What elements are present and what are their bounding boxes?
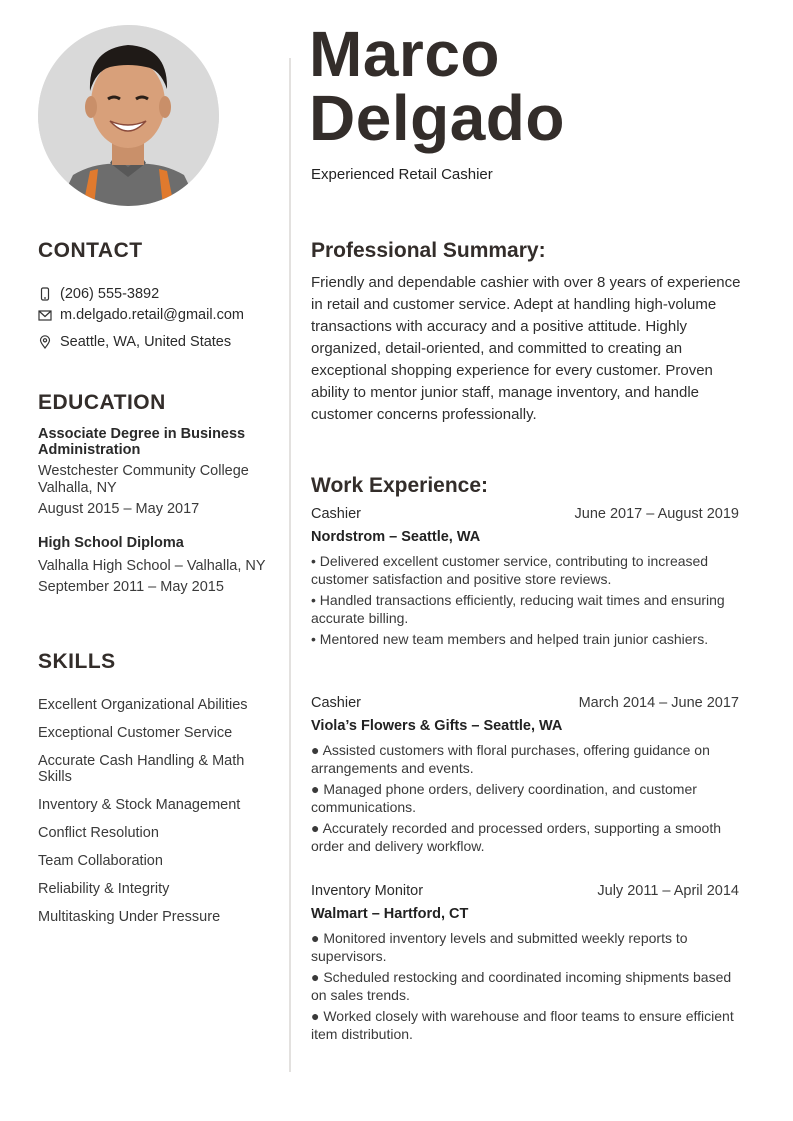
job-bullet: • Handled transactions efficiently, reducing wait times and ensuring accurate billing. xyxy=(311,592,725,626)
experience-heading: Work Experience: xyxy=(311,474,489,497)
phone-icon xyxy=(38,287,52,301)
school-name: Valhalla High School – Valhalla, NY xyxy=(38,558,266,574)
phone-text: (206) 555-3892 xyxy=(60,286,160,302)
job-dates: July 2011 – April 2014 xyxy=(597,883,739,899)
job-role: Experienced Retail Cashier xyxy=(311,166,493,183)
candidate-name xyxy=(309,18,565,154)
job-company: Walmart – Hartford, CT xyxy=(311,906,469,922)
education-entry xyxy=(38,535,278,596)
job-company: Nordstrom – Seattle, WA xyxy=(311,529,481,545)
email-text: m.delgado.retail@gmail.com xyxy=(60,307,244,323)
job-title: Inventory Monitor xyxy=(311,883,424,899)
education-entry xyxy=(38,426,278,518)
skill-item: Multitasking Under Pressure xyxy=(38,909,221,925)
job-dates: March 2014 – June 2017 xyxy=(578,695,739,711)
column-divider xyxy=(289,58,291,1072)
location-text: Seattle, WA, United States xyxy=(60,334,232,350)
skill-item: Excellent Organizational Abilities xyxy=(38,697,248,713)
job-bullet: • Delivered excellent customer service, contributing to increased customer satisfaction and positive store reviews. xyxy=(311,553,709,587)
contact-location xyxy=(38,332,231,352)
summary-heading: Professional Summary: xyxy=(311,239,546,262)
profile-photo xyxy=(38,25,219,206)
summary-text: Friendly and dependable cashier with over 8 years of experience in retail and customer service. Adept at handling high-volume transactions with accuracy and a positive attitude. Highly organized, detail-oriented, and committed to creating an exceptional shopping experience for every customer. Proven ability to mentor junior staff, manage inventory, and handle customer concerns professionally. xyxy=(311,274,741,423)
skill-item: Accurate Cash Handling & Math Skills xyxy=(38,753,245,785)
job-bullets xyxy=(311,552,739,648)
job-bullet: ● Monitored inventory levels and submitted weekly reports to supervisors. xyxy=(311,930,688,964)
skill-item: Team Collaboration xyxy=(38,853,163,869)
job-title: Cashier xyxy=(311,506,361,522)
contact-phone xyxy=(38,284,159,304)
skill-item: Reliability & Integrity xyxy=(38,881,170,897)
job-bullets xyxy=(311,929,739,1043)
job-bullet: ● Assisted customers with floral purchases, offering guidance on arrangements and events. xyxy=(311,742,710,776)
job-entry xyxy=(311,694,739,858)
job-entry xyxy=(311,882,739,1046)
location-pin-icon xyxy=(38,335,52,349)
job-company: Viola’s Flowers & Gifts – Seattle, WA xyxy=(311,718,563,734)
job-bullets xyxy=(311,741,739,855)
job-title: Cashier xyxy=(311,695,361,711)
job-dates: June 2017 – August 2019 xyxy=(574,506,739,522)
education-dates: August 2015 – May 2017 xyxy=(38,501,200,517)
job-bullet: ● Worked closely with warehouse and floor teams to ensure efficient item distribution. xyxy=(311,1008,734,1042)
degree-title: Associate Degree in Business Administration xyxy=(38,426,246,458)
job-bullet: ● Scheduled restocking and coordinated incoming shipments based on sales trends. xyxy=(311,969,732,1003)
school-place: Valhalla, NY xyxy=(38,480,117,496)
skill-item: Inventory & Stock Management xyxy=(38,797,241,813)
skills-heading: SKILLS xyxy=(38,650,116,673)
degree-title: High School Diploma xyxy=(38,535,184,551)
skill-item: Exceptional Customer Service xyxy=(38,725,233,741)
job-entry xyxy=(311,505,739,651)
education-heading: EDUCATION xyxy=(38,391,166,414)
job-bullet: • Mentored new team members and helped train junior cashiers. xyxy=(311,631,709,647)
school-name: Westchester Community College xyxy=(38,463,249,479)
job-bullet: ● Accurately recorded and processed orders, supporting a smooth order and delivery workflow. xyxy=(311,820,722,854)
contact-email xyxy=(38,305,244,325)
first-name: Marco xyxy=(309,18,500,90)
education-dates: September 2011 – May 2015 xyxy=(38,579,224,595)
last-name: Delgado xyxy=(309,82,565,154)
job-bullet: ● Managed phone orders, delivery coordination, and customer communications. xyxy=(311,781,697,815)
contact-heading: CONTACT xyxy=(38,239,143,262)
skills-list xyxy=(38,697,278,937)
avatar xyxy=(38,25,219,206)
mail-icon xyxy=(38,308,52,322)
skill-item: Conflict Resolution xyxy=(38,825,159,841)
